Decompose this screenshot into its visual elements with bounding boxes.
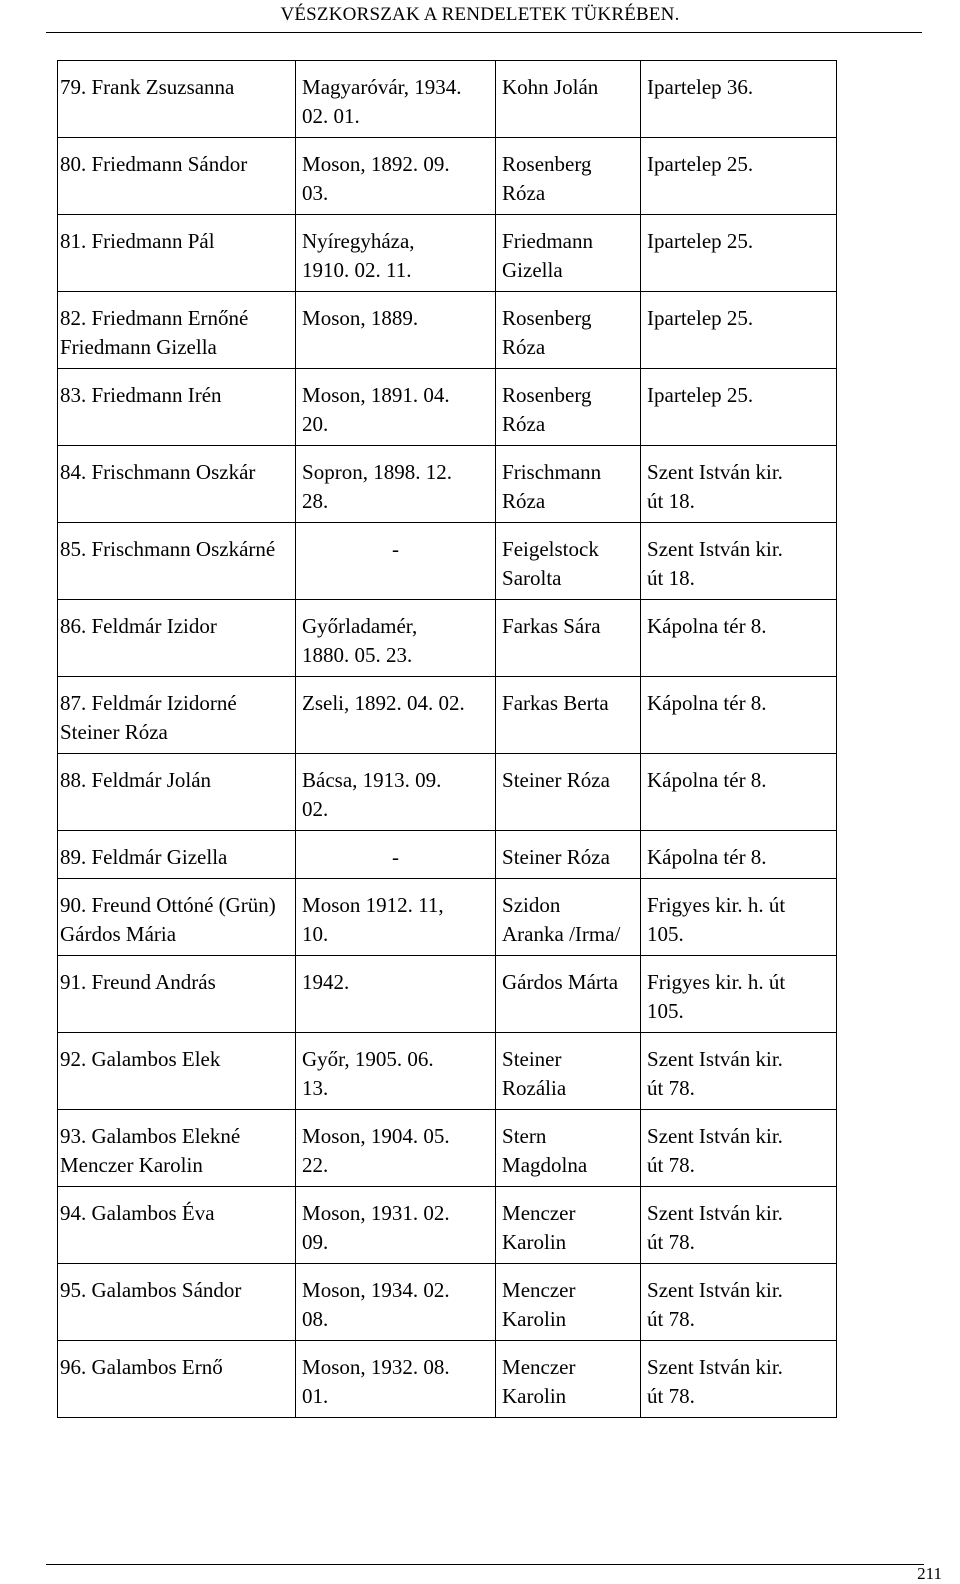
address-line: Ipartelep 25. bbox=[647, 229, 754, 253]
entry-number-cell bbox=[58, 677, 296, 754]
registry-table bbox=[57, 60, 837, 1418]
birth-cell bbox=[296, 600, 496, 677]
address-line: út 18. bbox=[647, 489, 695, 513]
table-row bbox=[58, 956, 837, 1033]
entry-number: 96. bbox=[60, 1355, 87, 1379]
table-row bbox=[58, 1110, 837, 1187]
mother-name-cell bbox=[496, 879, 641, 956]
birth-line: Moson, 1889. bbox=[302, 306, 419, 330]
address-line: Frigyes kir. h. út bbox=[647, 970, 786, 994]
address-line: út 78. bbox=[647, 1153, 695, 1177]
mother-name-cell bbox=[496, 215, 641, 292]
table-row bbox=[58, 523, 837, 600]
entry-number: 79. bbox=[60, 75, 87, 99]
birth-cell bbox=[296, 956, 496, 1033]
mother-name-cell bbox=[496, 677, 641, 754]
address-cell bbox=[641, 879, 837, 956]
table-row bbox=[58, 215, 837, 292]
mother-name-line: Kohn Jolán bbox=[502, 75, 599, 99]
mother-name-line: Róza bbox=[502, 181, 546, 205]
mother-name-cell bbox=[496, 446, 641, 523]
address-line: Ipartelep 25. bbox=[647, 152, 754, 176]
entry-number: 80. bbox=[60, 152, 87, 176]
table-row bbox=[58, 754, 837, 831]
birth-cell bbox=[296, 831, 496, 879]
address-line: Szent István kir. bbox=[647, 1124, 783, 1148]
mother-name-line: Stern bbox=[502, 1124, 547, 1148]
person-name-line: Feldmár Izidorné bbox=[91, 691, 237, 715]
table-row bbox=[58, 1341, 837, 1418]
address-line: 105. bbox=[647, 999, 684, 1023]
person-name-line: Friedmann Irén bbox=[91, 383, 222, 407]
person-name-line: Galambos Ernő bbox=[91, 1355, 223, 1379]
person-name-line: Friedmann Pál bbox=[91, 229, 215, 253]
person-name-line: Galambos Sándor bbox=[91, 1278, 242, 1302]
entry-number: 83. bbox=[60, 383, 87, 407]
address-cell bbox=[641, 61, 837, 138]
person-name-line: Frischmann Oszkár bbox=[91, 460, 256, 484]
mother-name-line: Steiner Róza bbox=[502, 768, 610, 792]
entry-number-cell bbox=[58, 446, 296, 523]
address-cell bbox=[641, 956, 837, 1033]
person-name-line: Menczer Karolin bbox=[60, 1153, 203, 1177]
mother-name-line: Farkas Sára bbox=[502, 614, 601, 638]
mother-name-cell bbox=[496, 1187, 641, 1264]
table-row bbox=[58, 61, 837, 138]
address-cell bbox=[641, 446, 837, 523]
entry-number-cell bbox=[58, 61, 296, 138]
mother-name-line: Róza bbox=[502, 489, 546, 513]
entry-number: 95. bbox=[60, 1278, 87, 1302]
footer-rule bbox=[46, 1564, 924, 1565]
entry-number: 86. bbox=[60, 614, 87, 638]
mother-name-line: Menczer bbox=[502, 1201, 576, 1225]
address-line: Ipartelep 36. bbox=[647, 75, 754, 99]
mother-name-cell bbox=[496, 1341, 641, 1418]
birth-line: Moson, 1892. 09. bbox=[302, 152, 450, 176]
page-number: 211 bbox=[917, 1564, 942, 1583]
mother-name-line: Rosenberg bbox=[502, 152, 592, 176]
address-line: út 18. bbox=[647, 566, 695, 590]
address-line: Szent István kir. bbox=[647, 537, 783, 561]
birth-line: 01. bbox=[302, 1384, 329, 1408]
person-name-line: Frischmann Oszkárné bbox=[91, 537, 276, 561]
entry-number-cell bbox=[58, 1264, 296, 1341]
birth-line: 08. bbox=[302, 1307, 329, 1331]
person-name-line: Feldmár Jolán bbox=[91, 768, 212, 792]
entry-number-cell bbox=[58, 1110, 296, 1187]
mother-name-line: Róza bbox=[502, 335, 546, 359]
mother-name-cell bbox=[496, 61, 641, 138]
birth-line: 10. bbox=[302, 922, 329, 946]
entry-number: 88. bbox=[60, 768, 87, 792]
person-name-line: Gárdos Mária bbox=[60, 922, 177, 946]
mother-name-line: Magdolna bbox=[502, 1153, 588, 1177]
entry-number: 91. bbox=[60, 970, 87, 994]
birth-cell bbox=[296, 292, 496, 369]
birth-line: 22. bbox=[302, 1153, 329, 1177]
address-cell bbox=[641, 523, 837, 600]
birth-cell bbox=[296, 1341, 496, 1418]
address-cell bbox=[641, 1264, 837, 1341]
table-row bbox=[58, 879, 837, 956]
mother-name-line: Róza bbox=[502, 412, 546, 436]
address-line: 105. bbox=[647, 922, 684, 946]
address-line: Szent István kir. bbox=[647, 1201, 783, 1225]
mother-name-line: Steiner bbox=[502, 1047, 562, 1071]
birth-line: 28. bbox=[302, 489, 329, 513]
mother-name-line: Menczer bbox=[502, 1278, 576, 1302]
entry-number: 93. bbox=[60, 1124, 87, 1148]
entry-number-cell bbox=[58, 956, 296, 1033]
address-line: út 78. bbox=[647, 1384, 695, 1408]
birth-line: 09. bbox=[302, 1230, 329, 1254]
person-name-line: Freund Ottóné (Grün) bbox=[91, 893, 276, 917]
mother-name-line: Gárdos Márta bbox=[502, 970, 619, 994]
mother-name-cell bbox=[496, 292, 641, 369]
birth-cell bbox=[296, 1033, 496, 1110]
address-line: Frigyes kir. h. út bbox=[647, 893, 786, 917]
entry-number: 87. bbox=[60, 691, 87, 715]
birth-line: Moson, 1934. 02. bbox=[302, 1278, 450, 1302]
birth-cell bbox=[296, 215, 496, 292]
person-name-line: Steiner Róza bbox=[60, 720, 168, 744]
mother-name-cell bbox=[496, 754, 641, 831]
address-line: Ipartelep 25. bbox=[647, 306, 754, 330]
address-cell bbox=[641, 1110, 837, 1187]
mother-name-line: Friedmann bbox=[502, 229, 593, 253]
mother-name-cell bbox=[496, 523, 641, 600]
address-line: Szent István kir. bbox=[647, 1278, 783, 1302]
birth-line: 02. 01. bbox=[302, 104, 360, 128]
table-row bbox=[58, 677, 837, 754]
mother-name-cell bbox=[496, 831, 641, 879]
address-line: Kápolna tér 8. bbox=[647, 614, 767, 638]
address-cell bbox=[641, 292, 837, 369]
running-header: VÉSZKORSZAK A RENDELETEK TÜKRÉBEN. bbox=[280, 4, 680, 25]
birth-line: 03. bbox=[302, 181, 329, 205]
entry-number: 84. bbox=[60, 460, 87, 484]
birth-cell bbox=[296, 369, 496, 446]
mother-name-line: Karolin bbox=[502, 1384, 567, 1408]
entry-number-cell bbox=[58, 138, 296, 215]
address-cell bbox=[641, 369, 837, 446]
person-name-line: Feldmár Izidor bbox=[91, 614, 217, 638]
table-row bbox=[58, 831, 837, 879]
mother-name-cell bbox=[496, 138, 641, 215]
entry-number-cell bbox=[58, 1033, 296, 1110]
birth-cell bbox=[296, 446, 496, 523]
birth-cell bbox=[296, 61, 496, 138]
address-cell bbox=[641, 754, 837, 831]
address-cell bbox=[641, 600, 837, 677]
registry-rows bbox=[58, 61, 837, 1418]
address-cell bbox=[641, 831, 837, 879]
birth-line: Moson, 1904. 05. bbox=[302, 1124, 450, 1148]
birth-line: Győr, 1905. 06. bbox=[302, 1047, 434, 1071]
address-cell bbox=[641, 1187, 837, 1264]
person-name-line: Frank Zsuzsanna bbox=[91, 75, 235, 99]
birth-line: Moson 1912. 11, bbox=[302, 893, 444, 917]
birth-line: - bbox=[392, 537, 400, 561]
birth-line: 20. bbox=[302, 412, 329, 436]
entry-number-cell bbox=[58, 1187, 296, 1264]
table-row bbox=[58, 369, 837, 446]
birth-cell bbox=[296, 754, 496, 831]
address-line: Kápolna tér 8. bbox=[647, 845, 767, 869]
birth-cell bbox=[296, 1187, 496, 1264]
birth-line: Győrladamér, bbox=[302, 614, 418, 638]
birth-line: - bbox=[392, 845, 400, 869]
birth-line: 13. bbox=[302, 1076, 329, 1100]
mother-name-line: Karolin bbox=[502, 1230, 567, 1254]
mother-name-line: Rozália bbox=[502, 1076, 567, 1100]
address-line: Szent István kir. bbox=[647, 1047, 783, 1071]
address-line: Szent István kir. bbox=[647, 1355, 783, 1379]
mother-name-line: Sarolta bbox=[502, 566, 562, 590]
entry-number: 82. bbox=[60, 306, 87, 330]
birth-cell bbox=[296, 1264, 496, 1341]
mother-name-line: Gizella bbox=[502, 258, 563, 282]
table-row bbox=[58, 1033, 837, 1110]
entry-number: 89. bbox=[60, 845, 87, 869]
entry-number-cell bbox=[58, 292, 296, 369]
table-row bbox=[58, 292, 837, 369]
entry-number: 85. bbox=[60, 537, 87, 561]
entry-number-cell bbox=[58, 879, 296, 956]
address-line: Kápolna tér 8. bbox=[647, 768, 767, 792]
birth-line: Moson, 1932. 08. bbox=[302, 1355, 450, 1379]
birth-line: 02. bbox=[302, 797, 329, 821]
birth-cell bbox=[296, 523, 496, 600]
birth-line: Moson, 1931. 02. bbox=[302, 1201, 450, 1225]
entry-number-cell bbox=[58, 369, 296, 446]
mother-name-cell bbox=[496, 1033, 641, 1110]
address-line: Kápolna tér 8. bbox=[647, 691, 767, 715]
address-line: Szent István kir. bbox=[647, 460, 783, 484]
address-line: út 78. bbox=[647, 1076, 695, 1100]
table-row bbox=[58, 138, 837, 215]
entry-number-cell bbox=[58, 1341, 296, 1418]
mother-name-cell bbox=[496, 1264, 641, 1341]
table-row bbox=[58, 446, 837, 523]
person-name-line: Friedmann Gizella bbox=[60, 335, 217, 359]
birth-line: 1880. 05. 23. bbox=[302, 643, 413, 667]
address-cell bbox=[641, 1341, 837, 1418]
table-row bbox=[58, 600, 837, 677]
birth-line: Magyaróvár, 1934. bbox=[302, 75, 462, 99]
mother-name-cell bbox=[496, 600, 641, 677]
person-name-line: Freund András bbox=[91, 970, 216, 994]
entry-number-cell bbox=[58, 754, 296, 831]
birth-line: Bácsa, 1913. 09. bbox=[302, 768, 442, 792]
birth-cell bbox=[296, 138, 496, 215]
header-rule bbox=[46, 32, 922, 33]
mother-name-line: Aranka /Irma/ bbox=[502, 922, 621, 946]
address-cell bbox=[641, 215, 837, 292]
person-name-line: Galambos Elek bbox=[91, 1047, 221, 1071]
birth-cell bbox=[296, 1110, 496, 1187]
mother-name-cell bbox=[496, 1110, 641, 1187]
person-name-line: Galambos Éva bbox=[91, 1201, 215, 1225]
mother-name-line: Feigelstock bbox=[502, 537, 599, 561]
birth-line: Zseli, 1892. 04. 02. bbox=[302, 691, 465, 715]
mother-name-line: Farkas Berta bbox=[502, 691, 609, 715]
mother-name-line: Steiner Róza bbox=[502, 845, 610, 869]
birth-line: Moson, 1891. 04. bbox=[302, 383, 450, 407]
birth-line: Nyíregyháza, bbox=[302, 229, 415, 253]
entry-number: 92. bbox=[60, 1047, 87, 1071]
mother-name-line: Karolin bbox=[502, 1307, 567, 1331]
entry-number-cell bbox=[58, 523, 296, 600]
person-name-line: Galambos Elekné bbox=[91, 1124, 241, 1148]
mother-name-line: Szidon bbox=[502, 893, 561, 917]
entry-number: 81. bbox=[60, 229, 87, 253]
entry-number-cell bbox=[58, 600, 296, 677]
mother-name-line: Rosenberg bbox=[502, 383, 592, 407]
mother-name-cell bbox=[496, 369, 641, 446]
address-line: út 78. bbox=[647, 1230, 695, 1254]
person-name-line: Friedmann Ernőné bbox=[91, 306, 249, 330]
entry-number-cell bbox=[58, 215, 296, 292]
birth-line: 1942. bbox=[302, 970, 350, 994]
address-cell bbox=[641, 1033, 837, 1110]
mother-name-cell bbox=[496, 956, 641, 1033]
table-row bbox=[58, 1187, 837, 1264]
person-name-line: Friedmann Sándor bbox=[91, 152, 248, 176]
mother-name-line: Frischmann bbox=[502, 460, 602, 484]
address-cell bbox=[641, 138, 837, 215]
mother-name-line: Menczer bbox=[502, 1355, 576, 1379]
birth-cell bbox=[296, 879, 496, 956]
address-cell bbox=[641, 677, 837, 754]
entry-number: 94. bbox=[60, 1201, 87, 1225]
person-name-line: Feldmár Gizella bbox=[91, 845, 228, 869]
address-line: út 78. bbox=[647, 1307, 695, 1331]
birth-cell bbox=[296, 677, 496, 754]
entry-number: 90. bbox=[60, 893, 87, 917]
table-row bbox=[58, 1264, 837, 1341]
address-line: Ipartelep 25. bbox=[647, 383, 754, 407]
birth-line: 1910. 02. 11. bbox=[302, 258, 412, 282]
mother-name-line: Rosenberg bbox=[502, 306, 592, 330]
birth-line: Sopron, 1898. 12. bbox=[302, 460, 452, 484]
entry-number-cell bbox=[58, 831, 296, 879]
